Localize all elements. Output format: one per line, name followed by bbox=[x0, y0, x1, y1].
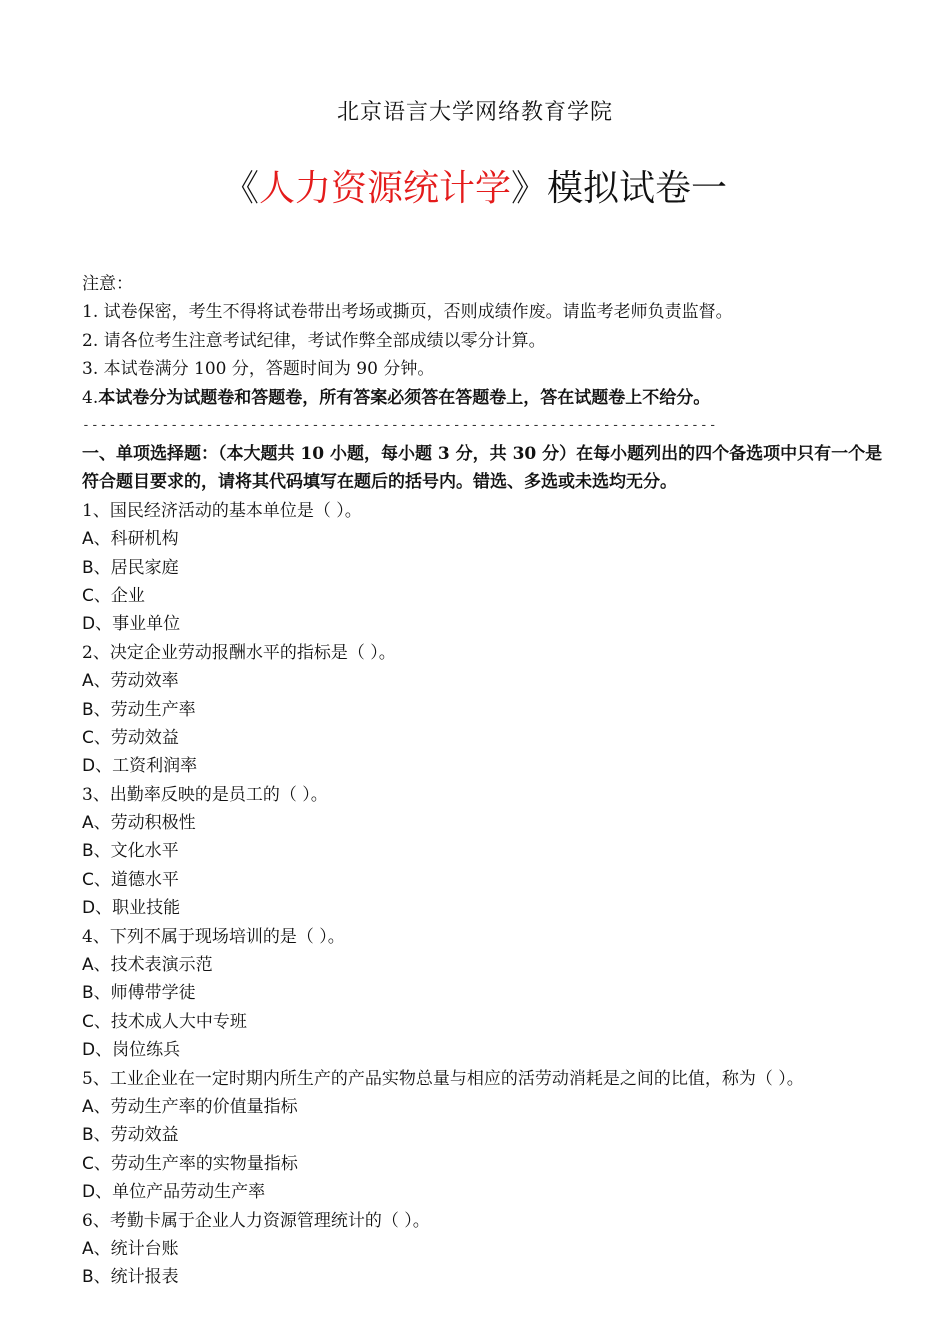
course-name: 人力资源统计学 bbox=[258, 168, 511, 209]
answer-option bbox=[82, 1235, 892, 1263]
option-letter: B、 bbox=[82, 1125, 111, 1146]
option-letter: A、 bbox=[82, 955, 111, 976]
option-letter: D、 bbox=[82, 898, 113, 919]
option-text: 劳动效率 bbox=[110, 671, 179, 692]
answer-option bbox=[82, 894, 892, 922]
answer-option bbox=[82, 696, 892, 724]
option-text: 道德水平 bbox=[110, 869, 179, 890]
exam-content bbox=[82, 270, 892, 1292]
answer-option bbox=[82, 809, 892, 837]
question-stem: 1、国民经济活动的基本单位是（ ）。 bbox=[82, 500, 362, 521]
question-stem: 3、出勤率反映的是员工的（ ）。 bbox=[82, 784, 328, 805]
answer-option bbox=[82, 667, 892, 695]
option-text: 岗位练兵 bbox=[112, 1040, 181, 1061]
notice-item-3: 3. 本试卷满分 100 分，答题时间为 90 分钟。 bbox=[82, 359, 435, 380]
answer-option bbox=[82, 610, 892, 638]
title-open-bracket: 《 bbox=[222, 168, 259, 209]
option-letter: A、 bbox=[82, 1096, 111, 1117]
option-letter: C、 bbox=[82, 1011, 111, 1032]
answer-option bbox=[82, 951, 892, 979]
question-list bbox=[82, 497, 892, 1292]
question-stem: 5、工业企业在一定时期内所生产的产品实物总量与相应的活劳动消耗是之间的比值，称为（ ）。 bbox=[82, 1068, 804, 1089]
option-letter: D、 bbox=[82, 756, 113, 777]
answer-option bbox=[82, 752, 892, 780]
option-text: 单位产品劳动生产率 bbox=[112, 1182, 266, 1203]
option-text: 劳动生产率的价值量指标 bbox=[110, 1096, 298, 1117]
option-letter: A、 bbox=[82, 1238, 111, 1259]
answer-option bbox=[82, 866, 892, 894]
option-letter: B、 bbox=[82, 983, 111, 1004]
option-text: 技术成人大中专班 bbox=[110, 1011, 247, 1032]
option-text: 事业单位 bbox=[112, 614, 181, 635]
divider-line: ------------------------------------------------------------------------ bbox=[82, 417, 718, 433]
answer-option bbox=[82, 1150, 892, 1178]
answer-option bbox=[82, 1036, 892, 1064]
answer-option bbox=[82, 1093, 892, 1121]
answer-option bbox=[82, 525, 892, 553]
answer-option bbox=[82, 837, 892, 865]
option-letter: C、 bbox=[82, 869, 111, 890]
option-letter: B、 bbox=[82, 557, 111, 578]
option-letter: A、 bbox=[82, 671, 111, 692]
answer-option bbox=[82, 1178, 892, 1206]
option-text: 工资利润率 bbox=[112, 756, 198, 777]
question-stem: 6、考勤卡属于企业人力资源管理统计的（ ）。 bbox=[82, 1210, 430, 1231]
option-text: 劳动积极性 bbox=[110, 813, 196, 834]
option-letter: D、 bbox=[82, 1040, 113, 1061]
option-letter: C、 bbox=[82, 585, 111, 606]
option-text: 企业 bbox=[110, 585, 145, 606]
notice-item-2: 2. 请各位考生注意考试纪律，考试作弊全部成绩以零分计算。 bbox=[82, 330, 546, 351]
answer-option bbox=[82, 724, 892, 752]
option-text: 劳动效益 bbox=[110, 1125, 179, 1146]
option-letter: A、 bbox=[82, 529, 111, 550]
option-text: 统计台账 bbox=[110, 1238, 179, 1259]
answer-option bbox=[82, 582, 892, 610]
option-text: 职业技能 bbox=[112, 898, 181, 919]
option-letter: C、 bbox=[82, 1153, 111, 1174]
question-stem: 2、决定企业劳动报酬水平的指标是（ ）。 bbox=[82, 642, 396, 663]
option-text: 劳动生产率 bbox=[110, 699, 196, 720]
option-letter: D、 bbox=[82, 614, 113, 635]
option-text: 居民家庭 bbox=[110, 557, 179, 578]
title-suffix: 》模拟试卷一 bbox=[511, 168, 728, 209]
notice-heading: 注意： bbox=[82, 274, 133, 294]
notice-item-1: 1. 试卷保密，考生不得将试卷带出考场或撕页，否则成绩作废。请监考老师负责监督。 bbox=[82, 302, 733, 323]
option-text: 劳动效益 bbox=[110, 727, 179, 748]
notice-item-4-number: 4. bbox=[82, 387, 99, 408]
notice-item-4-text: 本试卷分为试题卷和答题卷，所有答案必须答在答题卷上，答在试题卷上不给分。 bbox=[98, 387, 711, 408]
option-letter: D、 bbox=[82, 1182, 113, 1203]
notice-item-4 bbox=[82, 384, 892, 412]
option-letter: A、 bbox=[82, 813, 111, 834]
option-text: 师傅带学徒 bbox=[110, 983, 196, 1004]
option-letter: B、 bbox=[82, 699, 111, 720]
answer-option bbox=[82, 1121, 892, 1149]
section-heading: 一、单项选择题：（本大题共 10 小题，每小题 3 分，共 30 分）在每小题列出的四个备选项中只有一个是符合题目要求的，请将其代码填写在题后的括号内。错选、多选或未选均无分。 bbox=[82, 443, 883, 493]
option-letter: C、 bbox=[82, 727, 111, 748]
option-text: 文化水平 bbox=[110, 841, 179, 862]
option-letter: B、 bbox=[82, 841, 111, 862]
option-text: 统计报表 bbox=[110, 1267, 179, 1288]
answer-option bbox=[82, 1008, 892, 1036]
answer-option bbox=[82, 1263, 892, 1291]
institute-name: 北京语言大学网络教育学院 bbox=[336, 100, 613, 125]
option-text: 技术表演示范 bbox=[110, 955, 213, 976]
option-text: 劳动生产率的实物量指标 bbox=[110, 1153, 298, 1174]
exam-title bbox=[0, 160, 950, 211]
option-letter: B、 bbox=[82, 1267, 111, 1288]
question-stem: 4、下列不属于现场培训的是（ ）。 bbox=[82, 926, 345, 947]
answer-option bbox=[82, 554, 892, 582]
option-text: 科研机构 bbox=[110, 529, 179, 550]
answer-option bbox=[82, 979, 892, 1007]
